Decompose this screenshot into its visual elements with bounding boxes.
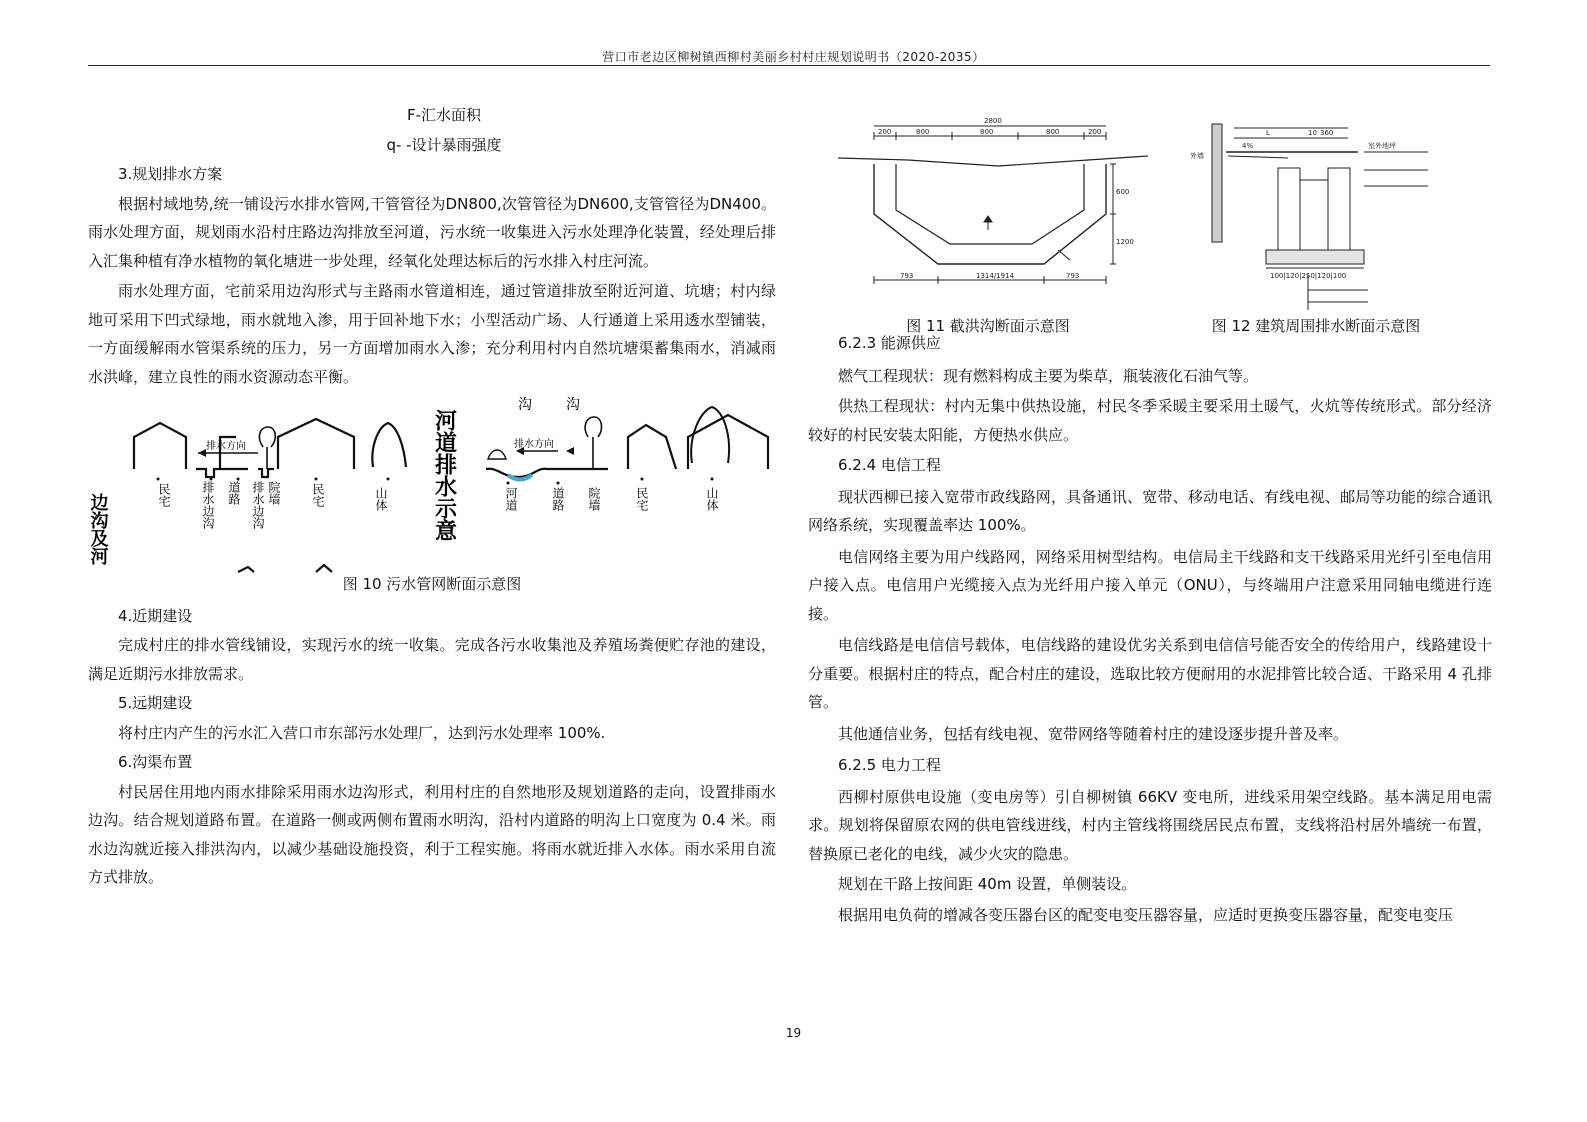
fig11-dim-right: 793 [1066, 272, 1080, 280]
heading-long-term: 5.远期建设 [118, 694, 193, 712]
paragraph-long-term: 将村庄内产生的污水汇入营口市东部污水处理厂，达到污水处理率 100%. [118, 723, 606, 742]
fig10-right-minzhai: 民宅 [635, 487, 649, 511]
fig10-left-minzhai2: 民宅 [311, 483, 325, 507]
fig10-right-hedao: 河道 [504, 487, 518, 511]
paragraph-gas: 燃气工程现状：现有燃料构成主要为柴草，瓶装液化石油气等。 [838, 366, 1259, 385]
fig10-right-shanti: 山体 [705, 487, 719, 511]
figures-11-12-drawing [808, 110, 1492, 315]
right-column [808, 334, 1492, 929]
heading-ditch-layout: 6.沟渠布置 [118, 753, 193, 771]
figure-10-caption: 图 10 污水管网断面示意图 [342, 575, 522, 593]
fig10-right-daolu: 道路 [551, 487, 565, 511]
heading-drainage-plan: 3.规划排水方案 [118, 165, 223, 183]
fig10-left-yuanqiang: 院墙 [267, 481, 281, 505]
paragraph-telecom-3: 电信线路是电信信号载体，电信线路的建设优劣关系到电信信号能否安全的传给用户，线路建设十分重要。根据村庄的特点，配合村庄的建设，选取比较方便耐用的水泥排管比较合适、干路采用 4 孔排管。 [808, 636, 1492, 711]
paragraph-drainage-network: 根据村域地势,统一铺设污水排水管网,干管管径为DN800,次管管径为DN600,支管管径为DN400。雨水处理方面，规划雨水沿村庄路边沟排放至河道，污水统一收集进入污水处理净化装置，经处理后排入汇集种植有净水植物的氧化塘进一步处理，经氧化处理达标后的污水排入村庄河流。 [88, 194, 776, 270]
fig10-left-arrow-label: 排水方向 [206, 441, 246, 452]
fig12-dim-wall: 外墙 [1190, 152, 1204, 160]
fig12-dim-360: 360 [1320, 129, 1334, 137]
fig11-dim-b: 800 [916, 128, 930, 136]
fig11-dim-d: 800 [1046, 128, 1060, 136]
paragraph-telecom-2: 电信网络主要为用户线路网，网络采用树型结构。电信局主干线路和支干线路采用光纤引至电信用户接入点。电信用户光缆接入点为光纤用户接入单元（ONU），与终端用户注意采用同轴电缆进行连接。 [808, 547, 1492, 623]
paragraph-heating: 供热工程现状：村内无集中供热设施，村民冬季采暖主要采用土暖气，火炕等传统形式。部分经济较好的村民安装太阳能，方便热水供应。 [808, 397, 1492, 444]
paragraph-telecom-1: 现状西柳已接入宽带市政线路网，具备通讯、宽带、移动电话、有线电视、邮局等功能的综合通讯网络系统，实现覆盖率达 100%。 [808, 487, 1492, 534]
fig10-left-minzhai: 民宅 [157, 483, 171, 507]
paragraph-near-term: 完成村庄的排水管线铺设，实现污水的统一收集。完成各污水收集池及养殖场粪便贮存池的建设，满足近期污水排放需求。 [88, 636, 776, 683]
paragraph-rainwater: 雨水处理方面，宅前采用边沟形式与主路雨水管道相连，通过管道排放至附近河道、坑塘；村内绿地可采用下凹式绿地，雨水就地入渗，用于回补地下水；小型活动广场、人行通道上采用透水型铺装，一方面缓解雨水管渠系统的压力，另一方面增加雨水入渗；充分利用村内自然坑塘渠蓄集雨水，消减雨水洪峰，建立良性的雨水资源动态平衡。 [88, 282, 776, 386]
figure-10 [88, 397, 776, 573]
fig12-dim-l: L [1266, 129, 1270, 137]
fig10-left-shanti: 山体 [374, 487, 388, 511]
heading-power: 6.2.5 电力工程 [838, 756, 941, 774]
paragraph-power-3: 根据用电负荷的增减各变压器台区的配变电变压器容量，应适时更换变压器容量，配变电变压 [838, 905, 1454, 924]
heading-near-term: 4.近期建设 [118, 606, 193, 625]
fig11-dim-total: 2800 [984, 117, 1002, 125]
fig12-dim-slope: 4% [1242, 142, 1254, 150]
fig10-gou-1: 沟 [518, 397, 532, 413]
fig10-right-arrow-label: 排水方向 [514, 439, 554, 450]
figure-11-caption: 图 11 截洪沟断面示意图 [906, 317, 1070, 335]
paragraph-power-1: 西柳村原供电设施（变电房等）引自柳树镇 66KV 变电所，进线采用架空线路。基本满足用电需求。规划将保留原农网的供电管线进线，村内主管线将围绕居民点布置，支线将沿村居外墙统一布置，替换原已老化的电线，减少火灾的隐患。 [808, 787, 1492, 863]
paragraph-ditch-layout: 村民居住用地内雨水排除采用雨水边沟形式，利用村庄的自然地形及规划道路的走向，设置排雨水边沟。结合规划道路布置。在道路一侧或两侧布置雨水明沟，沿村内道路的明沟上口宽度为 0.4 米。雨水边沟就近接入排洪沟内，以减少基础设施投资，利于工程实施。将雨水就近排入水体。雨水采用自流方式排放。 [88, 782, 776, 886]
left-column [88, 101, 776, 892]
fig12-dim-10: 10 [1308, 129, 1317, 137]
fig12-dim-outside: 室外地坪 [1368, 142, 1396, 150]
fig10-right-yuanqiang: 院墙 [587, 487, 601, 511]
fig10-left-title: 边沟及河 [88, 493, 109, 565]
heading-telecom: 6.2.4 电信工程 [838, 456, 941, 474]
fig11-dim-a: 200 [878, 128, 892, 136]
fig10-right-title: 河道排水示意 [431, 409, 457, 541]
paragraph-telecom-4: 其他通信业务，包括有线电视、宽带网络等随着村庄的建设逐步提升普及率。 [838, 724, 1349, 743]
fig10-left-daolu: 道路 [227, 481, 241, 505]
header-rule [88, 65, 1490, 66]
figure-10-drawing [88, 397, 776, 573]
fig11-dim-h1: 600 [1116, 188, 1130, 196]
fig10-left-paishui: 排水边沟 [201, 481, 215, 529]
fig11-dim-left: 793 [900, 272, 914, 280]
page-number: 19 [785, 1026, 802, 1040]
fig12-dim-bottom: 100|120|250|120|100 [1270, 272, 1347, 280]
top-right-figures [808, 110, 1492, 335]
fig11-dim-mid: 1314/1914 [976, 272, 1014, 280]
formula-f-line: F-汇水面积 [406, 106, 482, 124]
paragraph-power-2: 规划在干路上按间距 40m 设置，单侧装设。 [838, 875, 1137, 893]
heading-energy-supply: 6.2.3 能源供应 [838, 334, 941, 352]
fig11-dim-e: 200 [1088, 128, 1102, 136]
formula-q-line: q- -设计暴雨强度 [386, 135, 502, 154]
fig10-gou-2: 沟 [566, 397, 580, 413]
fig11-dim-c: 800 [980, 128, 994, 136]
fig11-dim-h2: 1200 [1116, 238, 1134, 246]
figure-12-caption: 图 12 建筑周围排水断面示意图 [1211, 317, 1421, 335]
page-header-title: 营口市老边区柳树镇西柳村美丽乡村村庄规划说明书（2020-2035） [602, 50, 985, 64]
fig10-left-paishui2: 排水边沟 [251, 481, 265, 529]
